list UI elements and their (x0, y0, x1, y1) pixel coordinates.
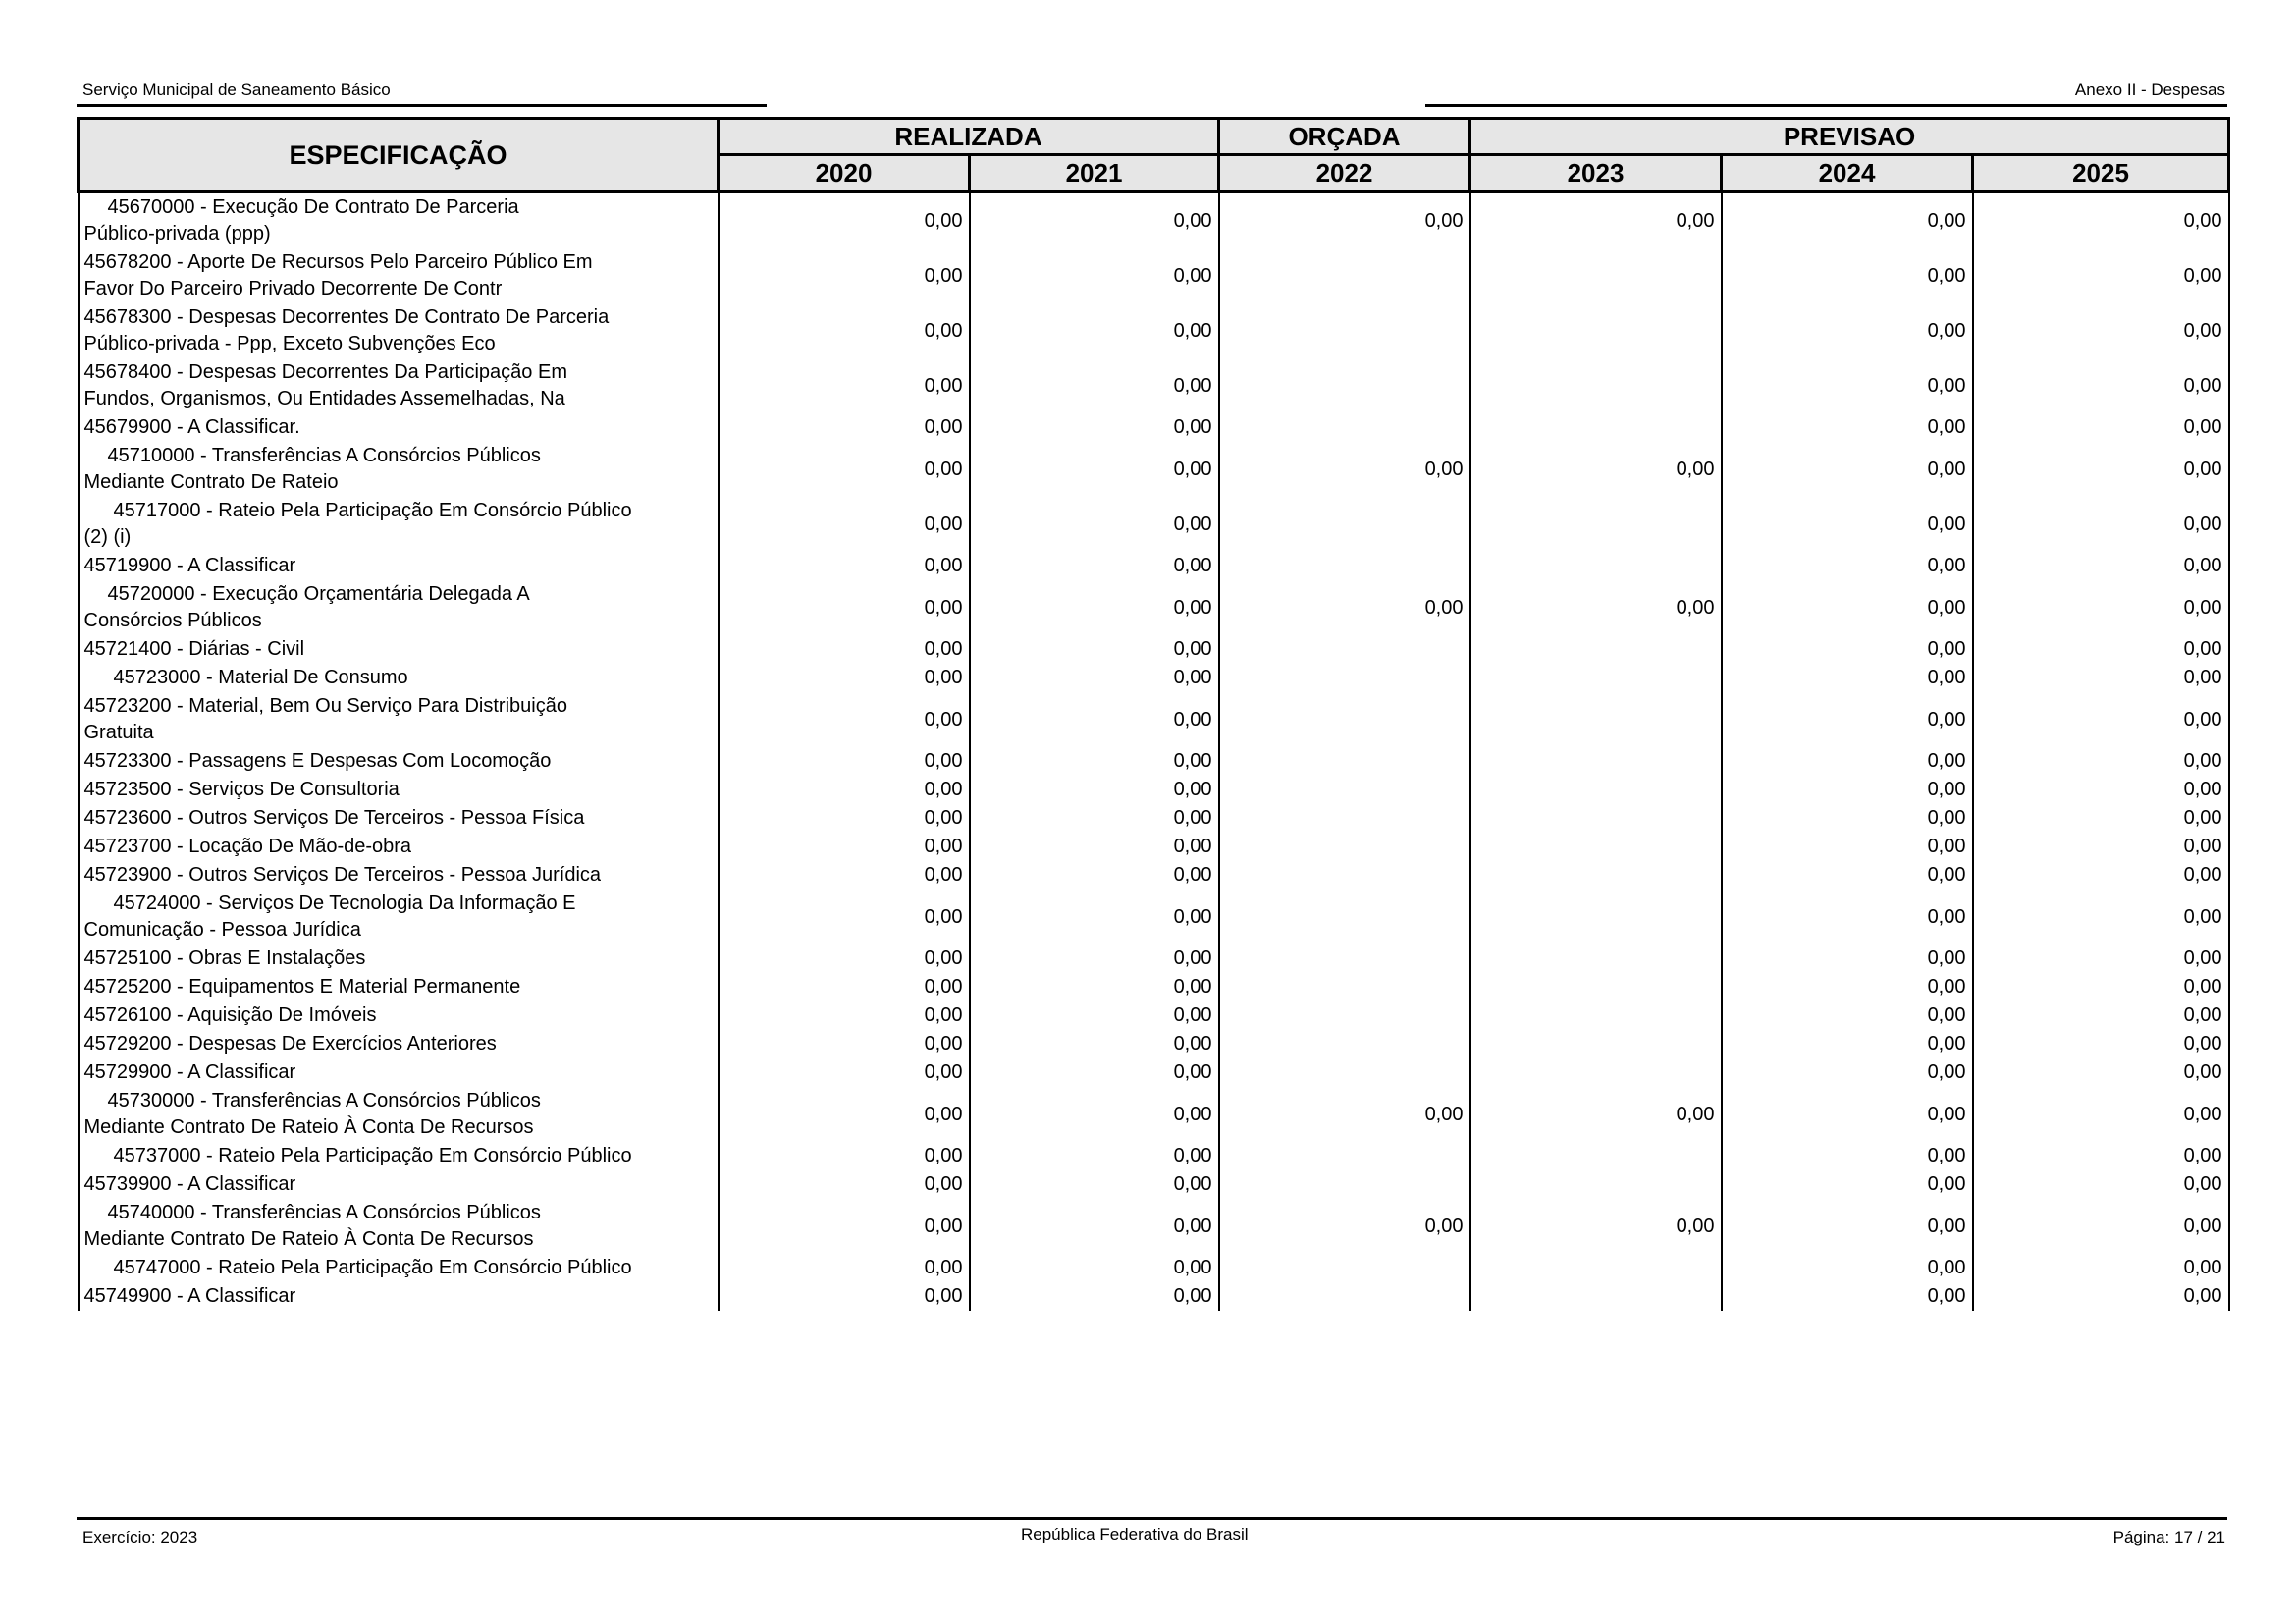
value-cell-2024: 0,00 (1722, 973, 1973, 1001)
value-cell-2021: 0,00 (970, 1030, 1219, 1058)
value-cell-2020: 0,00 (719, 1282, 970, 1311)
value-cell-2024: 0,00 (1722, 945, 1973, 973)
fiscal-year-label: Exercício: 2023 (82, 1528, 198, 1546)
value-cell-2024: 0,00 (1722, 1142, 1973, 1170)
row-description (79, 192, 719, 249)
description-line: 45670000 - Execução De Contrato De Parceria (107, 196, 519, 218)
table-row (79, 413, 2229, 442)
value-cell-2023: 0,00 (1470, 192, 1722, 249)
group-header-orcada: ORÇADA (1219, 119, 1470, 155)
value-cell-2023 (1470, 833, 1722, 861)
value-cell-2023 (1470, 1142, 1722, 1170)
value-cell-2020: 0,00 (719, 692, 970, 747)
value-cell-2023 (1470, 552, 1722, 580)
row-description (79, 1001, 719, 1030)
value-cell-2022 (1219, 303, 1470, 358)
value-cell-2020: 0,00 (719, 1170, 970, 1199)
row-description (79, 692, 719, 747)
value-cell-2023 (1470, 747, 1722, 776)
value-cell-2020: 0,00 (719, 945, 970, 973)
value-cell-2021: 0,00 (970, 442, 1219, 497)
value-cell-2020: 0,00 (719, 635, 970, 664)
value-cell-2020: 0,00 (719, 580, 970, 635)
value-cell-2020: 0,00 (719, 804, 970, 833)
description-line: 45723200 - Material, Bem Ou Serviço Para Distribuição (83, 695, 567, 717)
value-cell-2023: 0,00 (1470, 1199, 1722, 1254)
value-cell-2024: 0,00 (1722, 580, 1973, 635)
value-cell-2023: 0,00 (1470, 1087, 1722, 1142)
value-cell-2023 (1470, 1170, 1722, 1199)
annex-title: Anexo II - Despesas (2074, 81, 2225, 99)
table-row (79, 945, 2229, 973)
value-cell-2025: 0,00 (1973, 1087, 2229, 1142)
table-row (79, 1199, 2229, 1254)
value-cell-2021: 0,00 (970, 413, 1219, 442)
table-row (79, 1282, 2229, 1311)
table-row (79, 358, 2229, 413)
value-cell-2022 (1219, 692, 1470, 747)
value-cell-2025: 0,00 (1973, 747, 2229, 776)
value-cell-2021: 0,00 (970, 890, 1219, 945)
description-line: Comunicação - Pessoa Jurídica (83, 919, 361, 941)
value-cell-2023 (1470, 635, 1722, 664)
value-cell-2021: 0,00 (970, 973, 1219, 1001)
value-cell-2025: 0,00 (1973, 442, 2229, 497)
value-cell-2022 (1219, 635, 1470, 664)
row-description (79, 945, 719, 973)
row-description (79, 890, 719, 945)
value-cell-2025: 0,00 (1973, 890, 2229, 945)
value-cell-2022: 0,00 (1219, 192, 1470, 249)
description-line: 45719900 - A Classificar (83, 555, 296, 576)
description-line: 45710000 - Transferências A Consórcios Públicos (107, 445, 541, 466)
description-line: 45723500 - Serviços De Consultoria (83, 779, 400, 800)
row-description (79, 580, 719, 635)
value-cell-2020: 0,00 (719, 303, 970, 358)
row-description (79, 833, 719, 861)
value-cell-2020: 0,00 (719, 664, 970, 692)
value-cell-2021: 0,00 (970, 747, 1219, 776)
description-line: 45749900 - A Classificar (83, 1285, 296, 1307)
value-cell-2020: 0,00 (719, 1058, 970, 1087)
value-cell-2021: 0,00 (970, 1199, 1219, 1254)
value-cell-2021: 0,00 (970, 776, 1219, 804)
description-line: 45717000 - Rateio Pela Participação Em Consórcio Público (113, 500, 632, 521)
row-description (79, 861, 719, 890)
value-cell-2025: 0,00 (1973, 664, 2229, 692)
description-line: Gratuita (83, 722, 154, 743)
value-cell-2021: 0,00 (970, 664, 1219, 692)
value-cell-2025: 0,00 (1973, 776, 2229, 804)
value-cell-2023 (1470, 945, 1722, 973)
table-row (79, 747, 2229, 776)
column-header-2020: 2020 (719, 155, 970, 192)
table-row (79, 804, 2229, 833)
value-cell-2023: 0,00 (1470, 580, 1722, 635)
expenses-table (77, 117, 2230, 1311)
value-cell-2024: 0,00 (1722, 692, 1973, 747)
description-line: 45724000 - Serviços De Tecnologia Da Informação E (113, 893, 576, 914)
value-cell-2024: 0,00 (1722, 890, 1973, 945)
value-cell-2025: 0,00 (1973, 413, 2229, 442)
value-cell-2021: 0,00 (970, 303, 1219, 358)
row-description (79, 1142, 719, 1170)
table-row (79, 248, 2229, 303)
value-cell-2025: 0,00 (1973, 692, 2229, 747)
table-row (79, 442, 2229, 497)
page-number: Página: 17 / 21 (2112, 1528, 2225, 1546)
description-line: 45739900 - A Classificar (83, 1173, 296, 1195)
table-row (79, 692, 2229, 747)
table-row (79, 552, 2229, 580)
country-label: República Federativa do Brasil (1021, 1525, 1249, 1543)
value-cell-2025: 0,00 (1973, 1001, 2229, 1030)
table-row (79, 776, 2229, 804)
column-header-specification: ESPECIFICAÇÃO (79, 119, 719, 192)
value-cell-2022 (1219, 1282, 1470, 1311)
value-cell-2025: 0,00 (1973, 635, 2229, 664)
value-cell-2024: 0,00 (1722, 303, 1973, 358)
value-cell-2021: 0,00 (970, 497, 1219, 552)
description-line: 45725100 - Obras E Instalações (83, 947, 366, 969)
description-line: 45730000 - Transferências A Consórcios Públicos (107, 1090, 541, 1111)
description-line: Mediante Contrato De Rateio À Conta De Recursos (83, 1228, 534, 1250)
row-description (79, 303, 719, 358)
row-description (79, 804, 719, 833)
value-cell-2020: 0,00 (719, 248, 970, 303)
value-cell-2022 (1219, 1170, 1470, 1199)
value-cell-2020: 0,00 (719, 552, 970, 580)
value-cell-2025: 0,00 (1973, 973, 2229, 1001)
value-cell-2020: 0,00 (719, 1199, 970, 1254)
value-cell-2021: 0,00 (970, 248, 1219, 303)
table-row (79, 1087, 2229, 1142)
value-cell-2022 (1219, 861, 1470, 890)
value-cell-2022 (1219, 945, 1470, 973)
value-cell-2020: 0,00 (719, 747, 970, 776)
value-cell-2021: 0,00 (970, 1254, 1219, 1282)
value-cell-2025: 0,00 (1973, 303, 2229, 358)
row-description (79, 1170, 719, 1199)
description-line: 45737000 - Rateio Pela Participação Em Consórcio Público (113, 1145, 632, 1166)
value-cell-2023 (1470, 1058, 1722, 1087)
row-description (79, 552, 719, 580)
value-cell-2025: 0,00 (1973, 1142, 2229, 1170)
value-cell-2025: 0,00 (1973, 1058, 2229, 1087)
value-cell-2022: 0,00 (1219, 580, 1470, 635)
value-cell-2022: 0,00 (1219, 1199, 1470, 1254)
value-cell-2021: 0,00 (970, 1058, 1219, 1087)
value-cell-2024: 0,00 (1722, 1254, 1973, 1282)
value-cell-2024: 0,00 (1722, 1170, 1973, 1199)
table-row (79, 1142, 2229, 1170)
table-row (79, 1254, 2229, 1282)
row-description (79, 1030, 719, 1058)
value-cell-2021: 0,00 (970, 1142, 1219, 1170)
description-line: Consórcios Públicos (83, 610, 262, 631)
value-cell-2024: 0,00 (1722, 248, 1973, 303)
value-cell-2021: 0,00 (970, 580, 1219, 635)
description-line: 45723300 - Passagens E Despesas Com Locomoção (83, 750, 552, 772)
value-cell-2022 (1219, 1030, 1470, 1058)
value-cell-2022 (1219, 248, 1470, 303)
value-cell-2021: 0,00 (970, 804, 1219, 833)
value-cell-2023 (1470, 861, 1722, 890)
value-cell-2024: 0,00 (1722, 413, 1973, 442)
value-cell-2021: 0,00 (970, 1282, 1219, 1311)
value-cell-2024: 0,00 (1722, 747, 1973, 776)
table-row (79, 664, 2229, 692)
value-cell-2020: 0,00 (719, 890, 970, 945)
description-line: 45723700 - Locação De Mão-de-obra (83, 836, 412, 857)
description-line: 45740000 - Transferências A Consórcios Públicos (107, 1202, 541, 1223)
description-line: (2) (i) (83, 526, 132, 548)
header-divider-right (1425, 104, 2227, 107)
value-cell-2020: 0,00 (719, 413, 970, 442)
value-cell-2022 (1219, 664, 1470, 692)
value-cell-2024: 0,00 (1722, 635, 1973, 664)
value-cell-2023 (1470, 890, 1722, 945)
value-cell-2024: 0,00 (1722, 804, 1973, 833)
table-row (79, 303, 2229, 358)
description-line: Favor Do Parceiro Privado Decorrente De Contr (83, 278, 503, 299)
value-cell-2023 (1470, 248, 1722, 303)
value-cell-2023 (1470, 692, 1722, 747)
description-line: 45678300 - Despesas Decorrentes De Contrato De Parceria (83, 306, 610, 328)
value-cell-2022 (1219, 1058, 1470, 1087)
value-cell-2025: 0,00 (1973, 861, 2229, 890)
description-line: 45729200 - Despesas De Exercícios Anteriores (83, 1033, 497, 1055)
description-line: 45729900 - A Classificar (83, 1061, 296, 1083)
value-cell-2020: 0,00 (719, 776, 970, 804)
value-cell-2020: 0,00 (719, 358, 970, 413)
table-row (79, 1058, 2229, 1087)
value-cell-2023 (1470, 497, 1722, 552)
value-cell-2021: 0,00 (970, 861, 1219, 890)
value-cell-2020: 0,00 (719, 442, 970, 497)
value-cell-2025: 0,00 (1973, 248, 2229, 303)
description-line: 45725200 - Equipamentos E Material Permanente (83, 976, 521, 998)
row-description (79, 358, 719, 413)
description-line: Público-privada (ppp) (83, 223, 271, 244)
row-description (79, 497, 719, 552)
value-cell-2023 (1470, 1001, 1722, 1030)
description-line: Mediante Contrato De Rateio (83, 471, 339, 493)
row-description (79, 1254, 719, 1282)
value-cell-2022 (1219, 747, 1470, 776)
value-cell-2024: 0,00 (1722, 358, 1973, 413)
value-cell-2022 (1219, 973, 1470, 1001)
value-cell-2020: 0,00 (719, 973, 970, 1001)
row-description (79, 1282, 719, 1311)
value-cell-2023: 0,00 (1470, 442, 1722, 497)
value-cell-2022 (1219, 833, 1470, 861)
value-cell-2021: 0,00 (970, 552, 1219, 580)
value-cell-2020: 0,00 (719, 1142, 970, 1170)
value-cell-2022 (1219, 1254, 1470, 1282)
value-cell-2025: 0,00 (1973, 1199, 2229, 1254)
value-cell-2021: 0,00 (970, 1001, 1219, 1030)
table-row (79, 192, 2229, 249)
value-cell-2025: 0,00 (1973, 580, 2229, 635)
value-cell-2025: 0,00 (1973, 1030, 2229, 1058)
value-cell-2020: 0,00 (719, 861, 970, 890)
description-line: 45723000 - Material De Consumo (113, 667, 408, 688)
row-description (79, 248, 719, 303)
value-cell-2022 (1219, 552, 1470, 580)
value-cell-2020: 0,00 (719, 1087, 970, 1142)
row-description (79, 747, 719, 776)
value-cell-2024: 0,00 (1722, 776, 1973, 804)
row-description (79, 1087, 719, 1142)
description-line: 45747000 - Rateio Pela Participação Em Consórcio Público (113, 1257, 632, 1278)
value-cell-2021: 0,00 (970, 192, 1219, 249)
description-line: 45721400 - Diárias - Civil (83, 638, 305, 660)
value-cell-2025: 0,00 (1973, 358, 2229, 413)
table-row (79, 833, 2229, 861)
value-cell-2021: 0,00 (970, 635, 1219, 664)
value-cell-2023 (1470, 973, 1722, 1001)
table-row (79, 635, 2229, 664)
value-cell-2025: 0,00 (1973, 833, 2229, 861)
description-line: 45720000 - Execução Orçamentária Delegada A (107, 583, 530, 605)
column-header-2025: 2025 (1973, 155, 2229, 192)
value-cell-2022 (1219, 804, 1470, 833)
row-description (79, 1199, 719, 1254)
value-cell-2024: 0,00 (1722, 497, 1973, 552)
column-header-2023: 2023 (1470, 155, 1722, 192)
value-cell-2022 (1219, 890, 1470, 945)
table-row (79, 890, 2229, 945)
description-line: 45678200 - Aporte De Recursos Pelo Parceiro Público Em (83, 251, 593, 273)
table-row (79, 861, 2229, 890)
table-row (79, 1030, 2229, 1058)
value-cell-2024: 0,00 (1722, 442, 1973, 497)
value-cell-2020: 0,00 (719, 1254, 970, 1282)
value-cell-2023 (1470, 303, 1722, 358)
table-row (79, 973, 2229, 1001)
row-description (79, 664, 719, 692)
value-cell-2022 (1219, 1142, 1470, 1170)
value-cell-2022 (1219, 358, 1470, 413)
description-line: 45679900 - A Classificar. (83, 416, 300, 438)
table-body (79, 192, 2229, 1312)
value-cell-2021: 0,00 (970, 358, 1219, 413)
value-cell-2024: 0,00 (1722, 861, 1973, 890)
table-row (79, 1001, 2229, 1030)
table-row (79, 1170, 2229, 1199)
description-line: Público-privada - Ppp, Exceto Subvenções Eco (83, 333, 496, 354)
value-cell-2023 (1470, 1282, 1722, 1311)
description-line: 45678400 - Despesas Decorrentes Da Participação Em (83, 361, 567, 383)
value-cell-2021: 0,00 (970, 1170, 1219, 1199)
value-cell-2023 (1470, 776, 1722, 804)
group-header-realizada: REALIZADA (719, 119, 1219, 155)
value-cell-2022: 0,00 (1219, 442, 1470, 497)
row-description (79, 413, 719, 442)
value-cell-2020: 0,00 (719, 1030, 970, 1058)
value-cell-2024: 0,00 (1722, 192, 1973, 249)
column-header-2021: 2021 (970, 155, 1219, 192)
value-cell-2020: 0,00 (719, 497, 970, 552)
value-cell-2023 (1470, 1030, 1722, 1058)
value-cell-2025: 0,00 (1973, 192, 2229, 249)
row-description (79, 1058, 719, 1087)
value-cell-2025: 0,00 (1973, 497, 2229, 552)
description-line: 45723600 - Outros Serviços De Terceiros - Pessoa Física (83, 807, 585, 829)
value-cell-2021: 0,00 (970, 692, 1219, 747)
value-cell-2024: 0,00 (1722, 552, 1973, 580)
value-cell-2022: 0,00 (1219, 1087, 1470, 1142)
column-header-2022: 2022 (1219, 155, 1470, 192)
value-cell-2024: 0,00 (1722, 1199, 1973, 1254)
table-row (79, 497, 2229, 552)
value-cell-2025: 0,00 (1973, 1170, 2229, 1199)
description-line: Mediante Contrato De Rateio À Conta De Recursos (83, 1116, 534, 1138)
value-cell-2025: 0,00 (1973, 1282, 2229, 1311)
description-line: Fundos, Organismos, Ou Entidades Assemelhadas, Na (83, 388, 565, 409)
value-cell-2020: 0,00 (719, 1001, 970, 1030)
value-cell-2024: 0,00 (1722, 833, 1973, 861)
value-cell-2024: 0,00 (1722, 1058, 1973, 1087)
value-cell-2023 (1470, 664, 1722, 692)
table-row (79, 580, 2229, 635)
value-cell-2025: 0,00 (1973, 1254, 2229, 1282)
value-cell-2021: 0,00 (970, 1087, 1219, 1142)
column-header-2024: 2024 (1722, 155, 1973, 192)
row-description (79, 635, 719, 664)
value-cell-2021: 0,00 (970, 833, 1219, 861)
value-cell-2023 (1470, 804, 1722, 833)
value-cell-2021: 0,00 (970, 945, 1219, 973)
value-cell-2023 (1470, 358, 1722, 413)
description-line: 45723900 - Outros Serviços De Terceiros - Pessoa Jurídica (83, 864, 602, 886)
header-divider-left (77, 104, 767, 107)
row-description (79, 442, 719, 497)
row-description (79, 776, 719, 804)
value-cell-2020: 0,00 (719, 192, 970, 249)
value-cell-2024: 0,00 (1722, 1087, 1973, 1142)
value-cell-2022 (1219, 776, 1470, 804)
value-cell-2022 (1219, 413, 1470, 442)
description-line: 45726100 - Aquisição De Imóveis (83, 1004, 377, 1026)
value-cell-2024: 0,00 (1722, 1282, 1973, 1311)
value-cell-2023 (1470, 413, 1722, 442)
value-cell-2025: 0,00 (1973, 945, 2229, 973)
value-cell-2024: 0,00 (1722, 664, 1973, 692)
value-cell-2024: 0,00 (1722, 1001, 1973, 1030)
organization-name: Serviço Municipal de Saneamento Básico (82, 81, 391, 99)
value-cell-2022 (1219, 497, 1470, 552)
value-cell-2025: 0,00 (1973, 552, 2229, 580)
group-header-previsao: PREVISAO (1470, 119, 2229, 155)
value-cell-2024: 0,00 (1722, 1030, 1973, 1058)
footer-divider (77, 1517, 2227, 1520)
value-cell-2022 (1219, 1001, 1470, 1030)
row-description (79, 973, 719, 1001)
value-cell-2023 (1470, 1254, 1722, 1282)
value-cell-2025: 0,00 (1973, 804, 2229, 833)
value-cell-2020: 0,00 (719, 833, 970, 861)
